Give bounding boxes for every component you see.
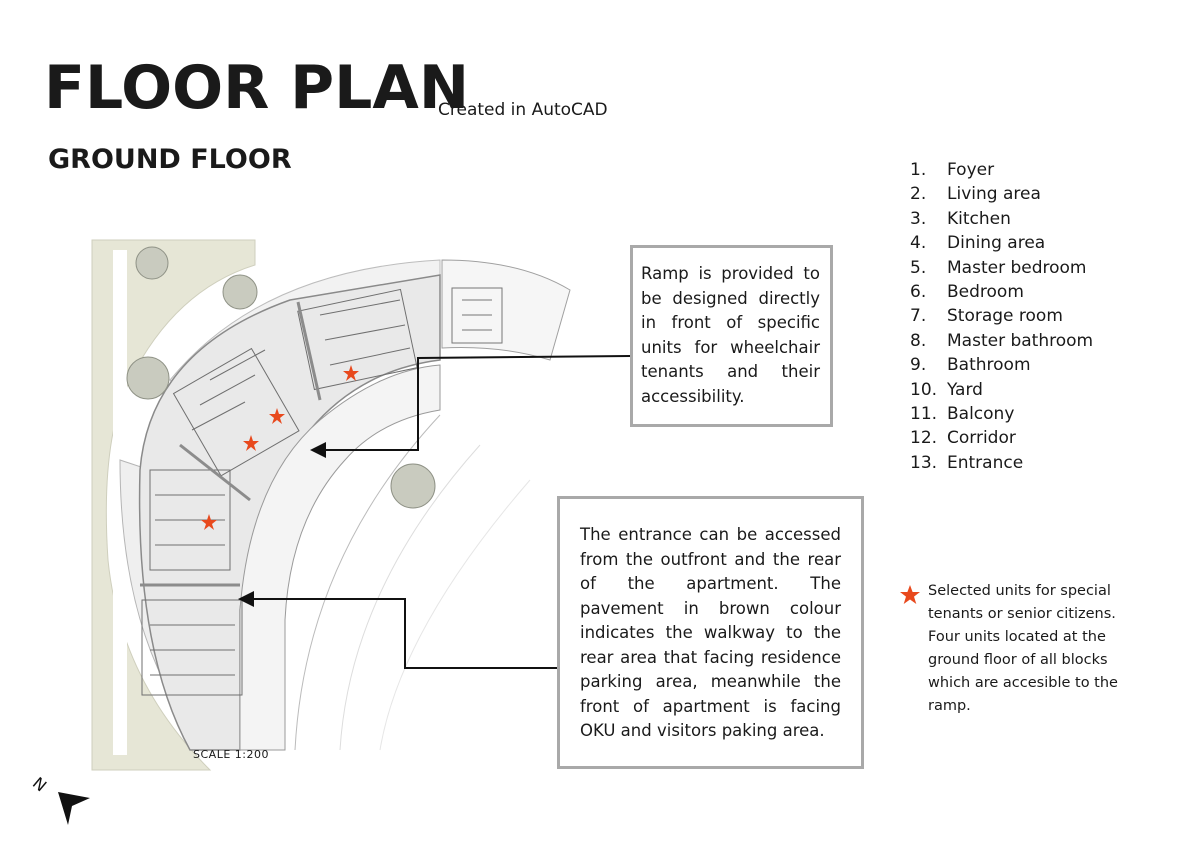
entrance-callout: The entrance can be accessed from the outfront and the rear of the apartment. The pavement in brown colour indicates the walkway to the rear area that facing residence parking area, meanwhile the front of apartment is facing OKU and visitors paking area. [557, 496, 864, 769]
legend-item [910, 280, 1093, 304]
legend-item-label: Yard [947, 379, 983, 400]
legend-item-number: 2. [910, 184, 927, 205]
legend-item-label: Foyer [947, 160, 995, 180]
legend-item-number: 8. [910, 330, 927, 351]
software-note: Created in AutoCAD [438, 100, 608, 120]
legend-item-label: Living area [947, 184, 1041, 205]
legend-item [910, 231, 1093, 255]
star-icon [898, 583, 922, 607]
legend-item-number: 12. [910, 428, 938, 449]
legend-item [910, 402, 1093, 426]
north-arrow-icon [28, 770, 98, 830]
legend-item-label: Entrance [947, 452, 1024, 473]
legend-item-label: Bathroom [947, 355, 1031, 376]
legend-item-number: 13. [910, 452, 938, 473]
legend-item [910, 329, 1093, 353]
legend-item-label: Master bedroom [947, 257, 1087, 278]
legend-item-number: 9. [910, 355, 927, 376]
ramp-callout: Ramp is provided to be designed directly in front of specific units for wheelchair tenants and their accessibility. [630, 245, 833, 427]
legend-item-number: 11. [910, 404, 938, 425]
legend-item [910, 182, 1093, 206]
legend-item-number: 10. [910, 379, 938, 400]
entrance-connector [240, 599, 557, 668]
legend-item-number: 1. [910, 160, 927, 180]
legend-item-label: Master bathroom [947, 330, 1094, 351]
legend-item [910, 158, 1093, 182]
page-title: FLOOR PLAN [44, 53, 470, 123]
scale-label: SCALE 1:200 [193, 748, 269, 761]
legend-item [910, 256, 1093, 280]
legend-item-label: Kitchen [947, 208, 1011, 229]
legend-item-label: Balcony [947, 404, 1015, 425]
ramp-connector [312, 356, 630, 450]
legend-item-label: Corridor [947, 428, 1016, 449]
legend-item [910, 304, 1093, 328]
legend-item-label: Bedroom [947, 282, 1024, 303]
legend-item [910, 353, 1093, 377]
legend-item-number: 6. [910, 282, 927, 303]
legend-item-label: Dining area [947, 233, 1046, 254]
legend-item-number: 7. [910, 306, 927, 327]
legend-item [910, 451, 1093, 475]
legend-item [910, 426, 1093, 450]
selected-units-note: Selected units for special tenants or senior citizens. Four units located at the ground floor of all blocks which are accesible to the ramp. [928, 583, 1118, 714]
legend-item-label: Storage room [947, 306, 1063, 327]
floor-label: GROUND FLOOR [48, 144, 292, 175]
legend-item [910, 207, 1093, 231]
legend-item [910, 378, 1093, 402]
legend-item-number: 5. [910, 257, 927, 278]
north-label: N [28, 773, 51, 796]
legend-item-number: 3. [910, 208, 927, 229]
legend-item-number: 4. [910, 233, 927, 254]
room-legend [910, 158, 1093, 475]
